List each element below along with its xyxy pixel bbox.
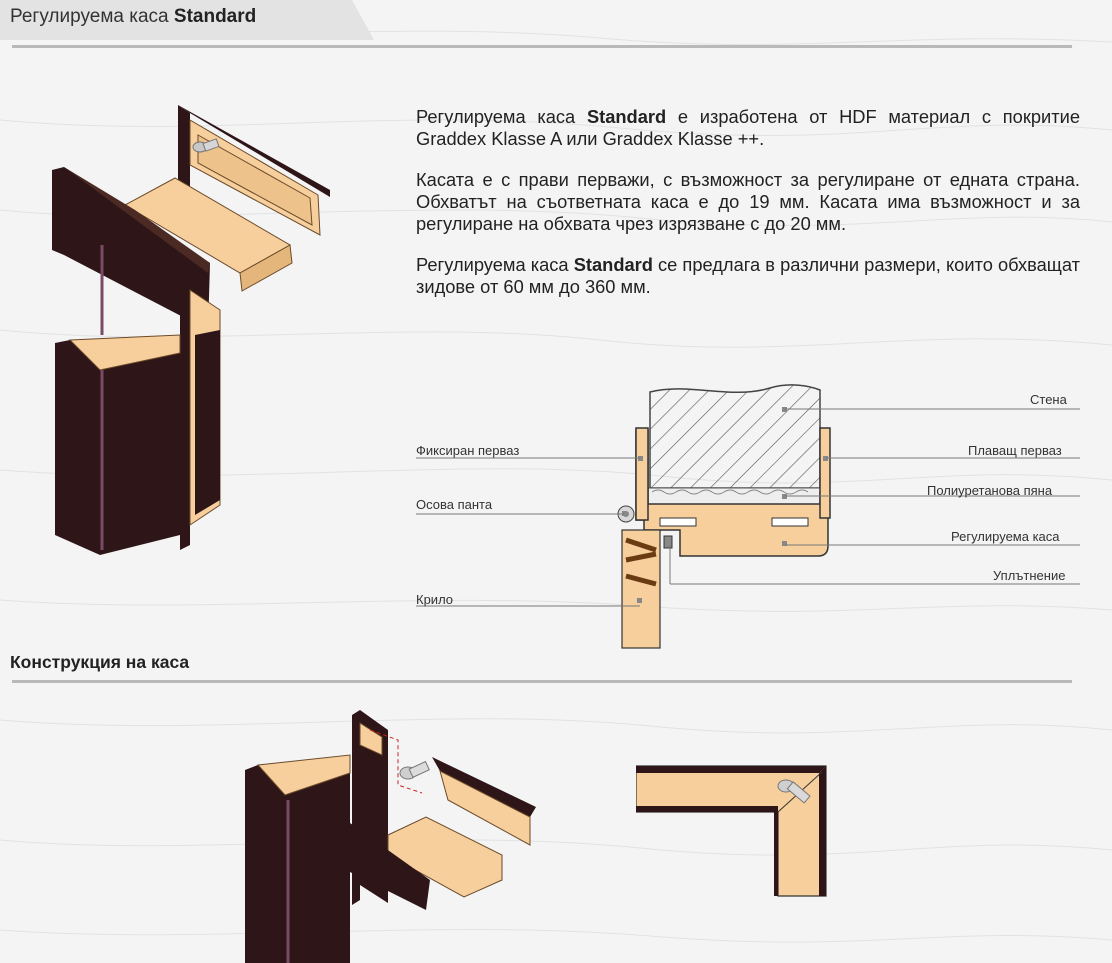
section-rule <box>12 680 1072 683</box>
description-text <box>416 106 1080 317</box>
label-fixed-trim: Фиксиран перваз <box>416 443 520 458</box>
label-pivot-hinge: Осова панта <box>416 497 493 512</box>
seal-icon <box>664 536 672 548</box>
fixed-trim-section <box>636 428 648 520</box>
frame-exploded-illustration <box>40 95 340 565</box>
label-adjustable-frame: Регулируема каса <box>951 529 1060 544</box>
description-paragraph-3: Регулируема каса Standard се предлага в различни размери, които обхващат зидове от 60 мм до 360 мм. <box>416 254 1080 297</box>
page-title-bold: Standard <box>173 6 257 27</box>
section-title: Конструкция на каса <box>10 652 190 672</box>
label-wall: Стена <box>1030 392 1067 407</box>
cross-section-diagram <box>600 380 840 650</box>
label-seal: Уплътнение <box>993 568 1066 583</box>
frame-assembly-illustration <box>240 705 540 963</box>
description-paragraph-1: Регулируема каса Standard е изработена от HDF материал с покритие Graddex Klasse A или Graddex Klasse ++. <box>416 106 1080 149</box>
description-paragraph-2: Касата е с прави перважи, с възможност за регулиране от едната страна. Обхватът на съответната каса е до 19 мм. Касата има възможност и за регулиране на обхвата чрез изрязване с до 20 мм. <box>416 169 1080 234</box>
header-rule <box>12 45 1072 48</box>
page-title <box>10 6 256 28</box>
wall-section <box>650 385 820 488</box>
page-title-prefix: Регулируема каса <box>10 6 169 27</box>
assembly-screw-icon <box>400 762 429 779</box>
floating-trim-section <box>820 428 830 518</box>
miter-corner-illustration <box>636 764 831 898</box>
label-wing: Крило <box>416 592 454 607</box>
label-floating-trim: Плаващ перваз <box>968 443 1062 458</box>
label-foam: Полиуретанова пяна <box>927 483 1053 498</box>
